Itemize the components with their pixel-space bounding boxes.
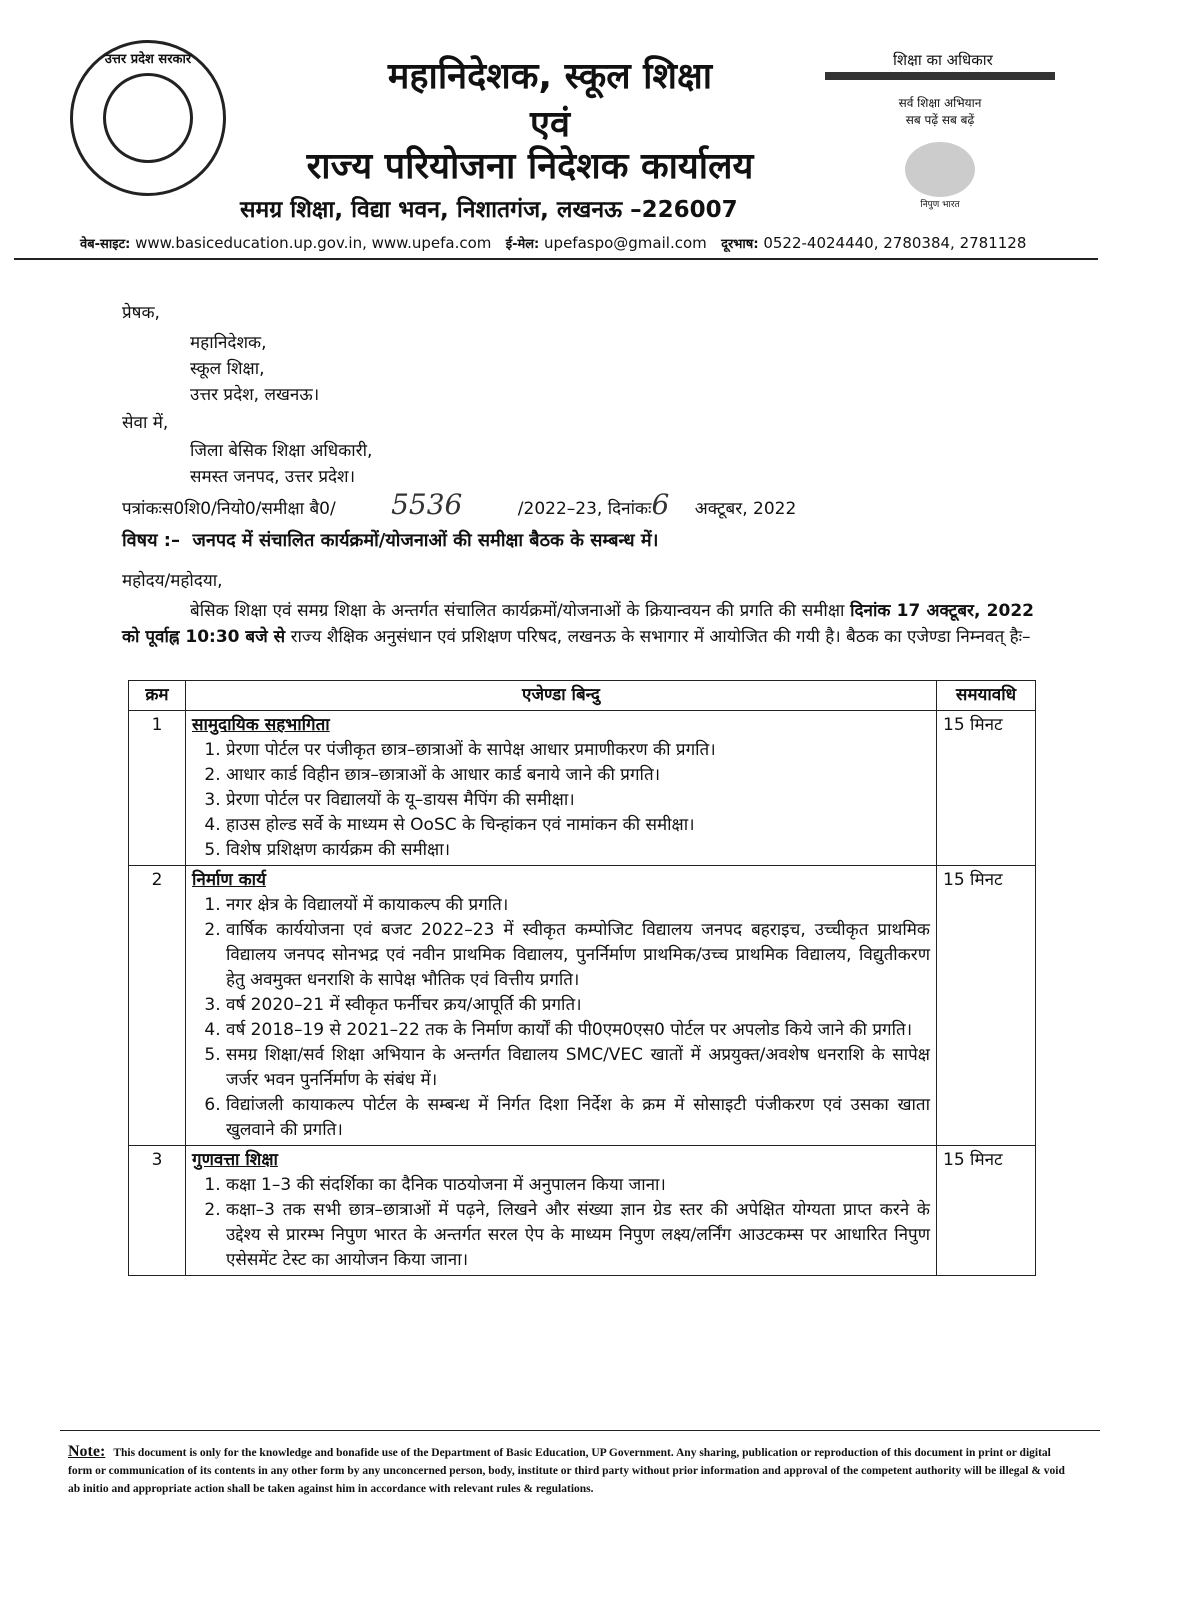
section-title: सामुदायिक सहभागिता xyxy=(192,715,330,735)
ref-number-handwritten: 5536 xyxy=(391,488,463,521)
from-line: स्कूल शिक्षा, xyxy=(190,359,265,379)
col-duration: समयावधि xyxy=(937,681,1036,711)
salutation: महोदय/महोदया, xyxy=(122,571,223,591)
table-row xyxy=(129,711,1036,866)
agenda-cell xyxy=(186,711,937,866)
agenda-cell xyxy=(186,866,937,1146)
nipun-text: निपुण भारत xyxy=(920,200,960,210)
contact-line xyxy=(80,234,1026,252)
col-serial: क्रम xyxy=(129,681,186,711)
agenda-item: 1. कक्षा 1–3 की संदर्शिका का दैनिक पाठयोजना में अनुपालन किया जाना। xyxy=(226,1173,930,1198)
agenda-item: 1. प्रेरणा पोर्टल पर पंजीकृत छात्र–छात्राओं के सापेक्ष आधार प्रमाणीकरण की प्रगति। xyxy=(226,738,930,763)
duration: 15 मिनट xyxy=(937,711,1036,866)
email: upefaspo@gmail.com xyxy=(544,234,707,252)
email-label: ई-मेल: xyxy=(505,237,540,252)
duration: 15 मिनट xyxy=(937,866,1036,1146)
header-divider xyxy=(14,258,1098,260)
to-line: समस्त जनपद, उत्तर प्रदेश। xyxy=(190,467,356,487)
agenda-item: 2. वार्षिक कार्ययोजना एवं बजट 2022–23 में स्वीकृत कम्पोजिट विद्यालय जनपद बहराइच, उच्चीकृत प्राथमिक विद्यालय जनपद सोनभद्र एवं नवीन प्राथमिक विद्यालय, पुनर्निर्माण प्राथमिक/उच्च प्राथमिक विद्यालय, विद्युतीकरण हेतु अवमुक्त धनराशि के सापेक्ष भौतिक एवं वित्तीय प्रगति। xyxy=(226,918,930,993)
to-line: जिला बेसिक शिक्षा अधिकारी, xyxy=(190,441,373,461)
agenda-item: 1. नगर क्षेत्र के विद्यालयों में कायाकल्प की प्रगति। xyxy=(226,893,930,918)
phone-label: दूरभाष: xyxy=(721,237,759,252)
agenda-item: 4. हाउस होल्ड सर्वे के माध्यम से OoSC के चिन्हांकन एवं नामांकन की समीक्षा। xyxy=(226,813,930,838)
row-number: 3 xyxy=(129,1146,186,1276)
ref-year: /2022–23, xyxy=(517,499,603,519)
date-rest: अक्टूबर, 2022 xyxy=(694,499,797,519)
office-title-1: महानिदेशक, स्कूल शिक्षा xyxy=(387,56,713,97)
agenda-item: 2. आधार कार्ड विहीन छात्र–छात्राओं के आधार कार्ड बनाये जाने की प्रगति। xyxy=(226,763,930,788)
phone: 0522-4024440, 2780384, 2781128 xyxy=(763,234,1027,252)
ssa-text-2: सब पढ़ें सब बढ़ें xyxy=(905,113,975,127)
section-title: निर्माण कार्य xyxy=(192,870,266,890)
to-block xyxy=(190,438,372,490)
meeting-datetime: दिनांक 17 अक्टूबर, 2022 को पूर्वाह्न 10:30 बजे से xyxy=(122,601,1034,647)
body-text: राज्य शैक्षिक अनुसंधान एवं प्रशिक्षण परिषद, लखनऊ के सभागार में आयोजित की गयी है। बैठक का एजेण्डा निम्नवत् हैः– xyxy=(290,627,1031,647)
section-title: गुणवत्ता शिक्षा xyxy=(192,1150,278,1170)
row-number: 1 xyxy=(129,711,186,866)
table-header-row xyxy=(129,681,1036,711)
body-text: बेसिक शिक्षा एवं समग्र शिक्षा के अन्तर्गत संचालित कार्यक्रमों/योजनाओं के क्रियान्वयन की प्रगति की समीक्षा xyxy=(190,601,845,621)
agenda-table xyxy=(128,680,1036,1276)
agenda-item: 5. विशेष प्रशिक्षण कार्यक्रम की समीक्षा। xyxy=(226,838,930,863)
table-row xyxy=(129,1146,1036,1276)
from-line: महानिदेशक, xyxy=(190,333,267,353)
duration: 15 मिनट xyxy=(937,1146,1036,1276)
note-text: This document is only for the knowledge and bonafide use of the Department of Basic Education, UP Government. Any sharing, publication or reproduction of this document in print or digital form or communication of its contents in any other form by any unconcerned person, body, institute or third party without prior information and approval of the competent authority will be illegal & void ab initio and appropriate action shall be taken against him in accordance with relevant rules & regulations. xyxy=(68,1447,1065,1495)
rte-logo xyxy=(825,30,1055,80)
date-label: दिनांकः xyxy=(607,499,652,519)
ref-prefix: पत्रांकःस0शि0/नियो0/समीक्षा बै0/ xyxy=(122,499,336,519)
office-title-3: राज्य परियोजना निदेशक कार्यालय xyxy=(306,146,754,187)
agenda-item: 3. वर्ष 2020–21 में स्वीकृत फर्नीचर क्रय/आपूर्ति की प्रगति। xyxy=(226,993,930,1018)
body-paragraph xyxy=(122,598,1034,650)
agenda-item: 2. कक्षा–3 तक सभी छात्र–छात्राओं में पढ़ने, लिखने और संख्या ज्ञान ग्रेड स्तर की अपेक्षित योग्यता प्राप्त करने के उद्देश्य से प्रारम्भ निपुण भारत के अन्तर्गत सरल ऐप के माध्यम निपुण लक्ष्य/लर्निंग आउटकम्स पर आधारित निपुण एसेसमेंट टेस्ट का आयोजन किया जाना। xyxy=(226,1198,930,1273)
footer-divider xyxy=(60,1430,1100,1431)
office-address: समग्र शिक्षा, विद्या भवन, निशातगंज, लखनऊ –226007 xyxy=(240,197,738,223)
website-label: वेब-साइट: xyxy=(80,237,131,252)
subject: जनपद में संचालित कार्यक्रमों/योजनाओं की समीक्षा बैठक के सम्बन्ध में। xyxy=(192,530,659,551)
agenda-item: 3. प्रेरणा पोर्टल पर विद्यालयों के यू–डायस मैपिंग की समीक्षा। xyxy=(226,788,930,813)
note-label: Note: xyxy=(68,1443,106,1460)
row-number: 2 xyxy=(129,866,186,1146)
agenda-item: 5. समग्र शिक्षा/सर्व शिक्षा अभियान के अन्तर्गत विद्यालय SMC/VEC खातों में अप्रयुक्त/अवशेष धनराशि के सापेक्ष जर्जर भवन पुनर्निर्माण के संबंध में। xyxy=(226,1043,930,1093)
website: www.basiceducation.up.gov.in, www.upefa.com xyxy=(135,234,492,252)
to-label: सेवा में, xyxy=(122,413,169,433)
col-agenda: एजेण्डा बिन्दु xyxy=(186,681,937,711)
agenda-item: 4. वर्ष 2018–19 से 2021–22 तक के निर्माण कार्यों की पी0एम0एस0 पोर्टल पर अपलोड किये जाने की प्रगति। xyxy=(226,1018,930,1043)
ssa-text-1: सर्व शिक्षा अभियान xyxy=(898,96,982,110)
rte-logo-text: शिक्षा का अधिकार xyxy=(893,51,993,69)
agenda-cell xyxy=(186,1146,937,1276)
logos xyxy=(825,30,1055,210)
subject-line xyxy=(122,528,658,554)
table-row xyxy=(129,866,1036,1146)
date-day-handwritten: 6 xyxy=(651,488,670,521)
from-label: प्रेषक, xyxy=(122,303,160,323)
reference-line xyxy=(122,488,1042,522)
office-title-2: एवं xyxy=(530,104,570,145)
subject-label: विषय :– xyxy=(122,530,180,551)
from-block xyxy=(190,330,319,408)
agenda-item: 6. विद्यांजली कायाकल्प पोर्टल के सम्बन्ध में निर्गत दिशा निर्देश के क्रम में सोसाइटी पंजीकरण एवं उसका खाता खुलवाने की प्रगति। xyxy=(226,1093,930,1143)
footer-note xyxy=(68,1443,1068,1498)
seal-text: उत्तर प्रदेश सरकार xyxy=(104,52,192,67)
from-line: उत्तर प्रदेश, लखनऊ। xyxy=(190,385,320,405)
nipun-bharat-logo xyxy=(905,142,975,197)
